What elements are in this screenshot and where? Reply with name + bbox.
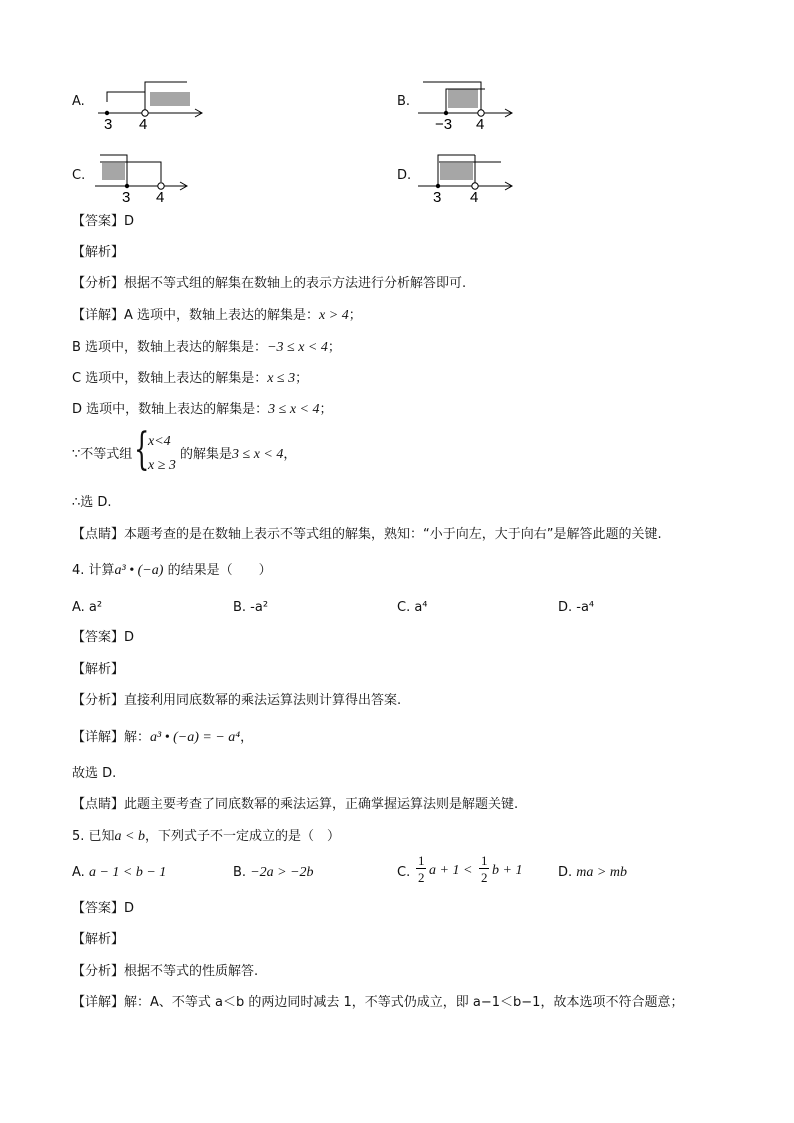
option-c-part2: b + 1 bbox=[492, 863, 523, 878]
q4-option-b[interactable]: B. -a² bbox=[233, 600, 269, 615]
q5-option-d[interactable]: D. ma > mb bbox=[558, 865, 627, 880]
number-line-d bbox=[415, 148, 515, 204]
number-line-c bbox=[95, 148, 193, 204]
number-line-a bbox=[95, 75, 210, 131]
q3-jiexi: 【解析】 bbox=[72, 245, 125, 260]
q5-option-a[interactable]: A. a − 1 < b − 1 bbox=[72, 865, 167, 880]
tick-4: 4 bbox=[476, 116, 485, 131]
number-line-b bbox=[415, 75, 515, 131]
q3-conclusion: ∴选 D. bbox=[72, 495, 112, 510]
option-b-label: B. bbox=[397, 94, 411, 109]
q5-jiexi: 【解析】 bbox=[72, 932, 125, 947]
q4-answer: 【答案】D bbox=[72, 630, 135, 645]
q4-stem: 4. 计算a³ • (−a) 的结果是（ ） bbox=[72, 563, 272, 578]
fraction-bar bbox=[479, 868, 489, 869]
q4-detail: 【详解】解：a³ • (−a) = − a⁴， bbox=[72, 730, 254, 745]
fraction-bar bbox=[416, 868, 426, 869]
tick-neg3: −3 bbox=[435, 116, 453, 131]
q4-option-d[interactable]: D. -a⁴ bbox=[558, 600, 595, 615]
brace-icon: { bbox=[134, 424, 150, 475]
q4-fenxi: 【分析】直接利用同底数幂的乘法运算法则计算得出答案. bbox=[72, 693, 402, 708]
q5-stem: 5. 已知a < b，下列式子不一定成立的是（ ） bbox=[72, 829, 341, 844]
tick-3: 3 bbox=[433, 189, 442, 204]
q3-answer: 【答案】D bbox=[72, 214, 135, 229]
q5-fenxi: 【分析】根据不等式的性质解答. bbox=[72, 964, 259, 979]
q4-conclusion: 故选 D. bbox=[72, 766, 117, 781]
frac-num-2: 1 bbox=[481, 853, 488, 868]
option-a-label: A. bbox=[72, 94, 85, 109]
option-d-label: D. bbox=[397, 168, 412, 183]
q3-detail-d: D 选项中，数轴上表达的解集是：3 ≤ x < 4； bbox=[72, 402, 333, 417]
frac-num-1: 1 bbox=[418, 853, 425, 868]
tick-4: 4 bbox=[470, 189, 479, 204]
tick-4: 4 bbox=[156, 189, 165, 204]
q3-fenxi: 【分析】根据不等式组的解集在数轴上的表示方法进行分析解答即可. bbox=[72, 276, 467, 291]
q4-dianjing: 【点睛】此题主要考查了同底数幂的乘法运算，正确掌握运算法则是解题关键. bbox=[72, 797, 519, 812]
q3-detail-b: B 选项中，数轴上表达的解集是：−3 ≤ x < 4； bbox=[72, 340, 341, 355]
q4-option-c[interactable]: C. a⁴ bbox=[397, 600, 428, 615]
q3-detail-c: C 选项中，数轴上表达的解集是：x ≤ 3； bbox=[72, 371, 309, 386]
q5-detail: 【详解】解：A、不等式 a＜b 的两边同时减去 1，不等式仍成立，即 a−1＜b−1，故本选项不符合题意； bbox=[72, 995, 684, 1010]
q4-jiexi: 【解析】 bbox=[72, 662, 125, 677]
q5-option-b[interactable]: B. −2a > −2b bbox=[233, 865, 314, 880]
system-line1: x<4 bbox=[148, 434, 171, 449]
tick-3: 3 bbox=[122, 189, 131, 204]
frac-den-1: 2 bbox=[418, 870, 425, 885]
q5-answer: 【答案】D bbox=[72, 901, 135, 916]
system-prefix: ∵不等式组 bbox=[72, 447, 133, 462]
system-solution: 的解集是3 ≤ x < 4， bbox=[180, 447, 297, 462]
frac-den-2: 2 bbox=[481, 870, 488, 885]
q4-option-a[interactable]: A. a² bbox=[72, 600, 103, 615]
option-c-part1: a + 1 < bbox=[429, 863, 473, 878]
q3-dianjing: 【点睛】本题考查的是在数轴上表示不等式组的解集，熟知：“小于向左，大于向右”是解答此题的关键. bbox=[72, 527, 662, 542]
system-line2: x ≥ 3 bbox=[148, 458, 176, 473]
q3-detail-a: 【详解】A 选项中，数轴上表达的解集是：x > 4； bbox=[72, 308, 362, 323]
tick-4: 4 bbox=[139, 116, 148, 131]
tick-3: 3 bbox=[104, 116, 113, 131]
option-c-label: C. bbox=[72, 168, 86, 183]
